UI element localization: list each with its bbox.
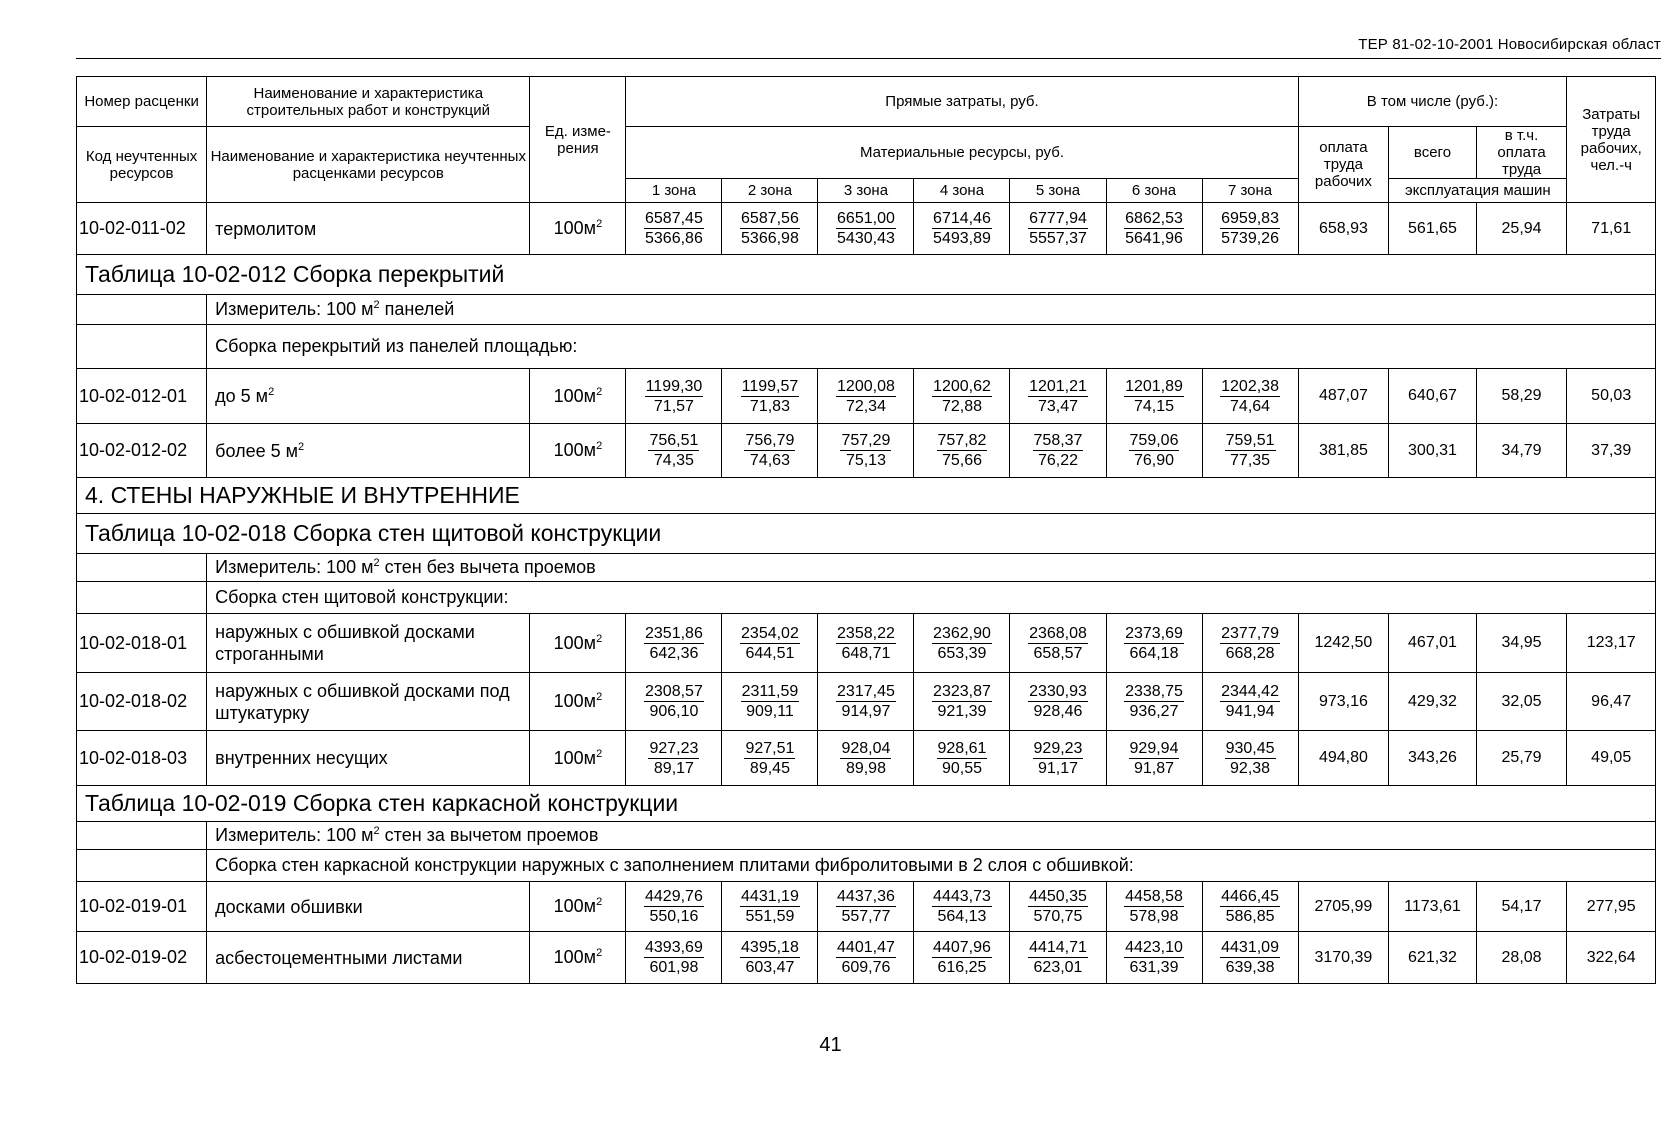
- zone-header: 4 зона: [914, 179, 1010, 203]
- machines-total-value: 621,32: [1389, 932, 1476, 984]
- running-head: ТЕР 81-02-10-2001 Новосибирская област: [1358, 36, 1661, 53]
- rate-code: 10-02-011-02: [77, 203, 207, 255]
- machines-total-value: 467,01: [1389, 614, 1476, 673]
- zone-cost-cell: [722, 614, 818, 673]
- zone-header: 2 зона: [722, 179, 818, 203]
- zone-header: 6 зона: [1106, 179, 1202, 203]
- rate-name: внутренних несущих: [207, 731, 530, 786]
- zone-cost-cell: [1106, 882, 1202, 932]
- labor-hours-value: 123,17: [1567, 614, 1656, 673]
- zone-cost-cell: [1106, 932, 1202, 984]
- zone-cost-cell: [1106, 614, 1202, 673]
- labor-pay-value: 381,85: [1298, 424, 1389, 478]
- material-cost-value: 653,39: [937, 644, 987, 662]
- direct-cost-value: 2323,87: [933, 683, 991, 700]
- material-cost-value: 909,11: [746, 703, 794, 720]
- labor-hours-value: 96,47: [1567, 673, 1656, 731]
- direct-cost-value: 4423,10: [1125, 939, 1183, 956]
- group-label: Сборка стен каркасной конструкции наружных с заполнением плитами фибролитовыми в 2 слоя с обшивкой:: [207, 850, 1656, 882]
- col-labor-hours-header: Затраты труда рабочих, чел.-ч: [1567, 77, 1656, 203]
- labor-hours-value: 49,05: [1567, 731, 1656, 786]
- direct-cost-value: 1201,89: [1125, 377, 1183, 395]
- rate-name: наружных с обшивкой досками под штукатурку: [207, 673, 530, 731]
- col-name-header: Наименование и характеристика строительных работ и конструкций: [207, 77, 530, 127]
- material-cost-value: 668,28: [1225, 644, 1275, 662]
- material-cost-value: 928,46: [1033, 703, 1083, 720]
- machines-total-value: 343,26: [1389, 731, 1476, 786]
- machines-labor-value: 28,08: [1476, 932, 1567, 984]
- zone-cost-cell: [1010, 932, 1106, 984]
- zone-cost-cell: [1106, 424, 1202, 478]
- material-cost-value: 5739,26: [1221, 230, 1279, 247]
- machines-labor-value: 34,79: [1476, 424, 1567, 478]
- direct-cost-value: 759,51: [1225, 432, 1275, 449]
- direct-cost-value: 1200,62: [933, 377, 991, 395]
- table-row: [77, 932, 1656, 984]
- direct-cost-value: 927,23: [649, 739, 699, 757]
- zone-cost-cell: [1202, 424, 1298, 478]
- direct-cost-value: 1200,08: [837, 377, 895, 395]
- zone-cost-cell: [722, 731, 818, 786]
- direct-cost-value: 756,79: [745, 432, 795, 449]
- direct-cost-value: 4466,45: [1221, 888, 1279, 905]
- material-cost-value: 77,35: [1230, 452, 1271, 469]
- zone-cost-cell: [818, 673, 914, 731]
- zone-cost-cell: [1010, 203, 1106, 255]
- zone-cost-cell: [818, 731, 914, 786]
- zone-cost-cell: [626, 673, 722, 731]
- material-cost-value: 92,38: [1230, 759, 1271, 777]
- labor-pay-value: 487,07: [1298, 369, 1389, 424]
- labor-hours-value: 50,03: [1567, 369, 1656, 424]
- material-cost-value: 89,98: [845, 759, 886, 777]
- direct-cost-value: 927,51: [745, 739, 795, 757]
- direct-cost-value: 6777,94: [1029, 210, 1087, 227]
- zone-cost-cell: [914, 424, 1010, 478]
- rate-name: термолитом: [207, 203, 530, 255]
- direct-cost-value: 6714,46: [933, 210, 991, 227]
- zone-cost-cell: [818, 203, 914, 255]
- zone-cost-cell: [818, 932, 914, 984]
- machines-total-value: 561,65: [1389, 203, 1476, 255]
- machines-labor-value: 34,95: [1476, 614, 1567, 673]
- material-cost-value: 603,47: [745, 959, 795, 976]
- zone-cost-cell: [1202, 203, 1298, 255]
- direct-cost-value: 2308,57: [645, 683, 703, 700]
- material-cost-value: 550,16: [649, 908, 699, 925]
- zone-cost-cell: [1010, 731, 1106, 786]
- zone-cost-cell: [722, 932, 818, 984]
- zone-cost-cell: [1010, 882, 1106, 932]
- material-cost-value: 71,83: [749, 397, 790, 415]
- direct-cost-value: 2373,69: [1125, 624, 1183, 642]
- zone-cost-cell: [626, 203, 722, 255]
- material-cost-value: 586,85: [1225, 908, 1275, 925]
- direct-cost-value: 1199,57: [741, 377, 799, 395]
- direct-cost-value: 4431,09: [1221, 939, 1279, 956]
- direct-cost-value: 4450,35: [1029, 888, 1087, 905]
- material-cost-value: 74,35: [653, 452, 694, 469]
- direct-cost-value: 2351,86: [645, 624, 703, 642]
- direct-cost-value: 756,51: [649, 432, 699, 449]
- material-cost-value: 644,51: [745, 644, 795, 662]
- zone-cost-cell: [914, 932, 1010, 984]
- material-cost-value: 5557,37: [1029, 230, 1087, 247]
- material-cost-value: 71,57: [653, 397, 694, 415]
- direct-cost-value: 6587,45: [645, 210, 703, 227]
- header-rule: [76, 58, 1661, 59]
- material-cost-value: 642,36: [649, 644, 699, 662]
- material-cost-value: 936,27: [1129, 703, 1179, 720]
- zone-cost-cell: [722, 369, 818, 424]
- zone-cost-cell: [1010, 673, 1106, 731]
- zone-cost-cell: [1106, 673, 1202, 731]
- col-materials-header: Материальные ресурсы, руб.: [626, 127, 1298, 179]
- table-row: [77, 203, 1656, 255]
- material-cost-value: 72,34: [845, 397, 886, 415]
- direct-cost-value: 4401,47: [837, 939, 895, 956]
- zone-cost-cell: [914, 673, 1010, 731]
- material-cost-value: 914,97: [841, 703, 891, 720]
- zone-cost-cell: [1202, 731, 1298, 786]
- direct-cost-value: 2317,45: [837, 683, 895, 700]
- rate-name: до 5 $м^2$: [207, 369, 530, 424]
- material-cost-value: 664,18: [1129, 644, 1179, 662]
- direct-cost-value: 4431,19: [741, 888, 799, 905]
- machines-labor-value: 32,05: [1476, 673, 1567, 731]
- zone-cost-cell: [626, 614, 722, 673]
- material-cost-value: 74,15: [1133, 397, 1175, 415]
- machines-labor-value: 54,17: [1476, 882, 1567, 932]
- direct-cost-value: 757,29: [841, 432, 891, 449]
- zone-cost-cell: [722, 882, 818, 932]
- direct-cost-value: 4443,73: [933, 888, 991, 905]
- direct-cost-value: 929,23: [1033, 739, 1083, 757]
- material-cost-value: 906,10: [649, 703, 699, 720]
- zone-cost-cell: [914, 203, 1010, 255]
- machines-total-value: 640,67: [1389, 369, 1476, 424]
- rate-code: 10-02-019-01: [77, 882, 207, 932]
- unit-cell: $100м^2$: [530, 673, 626, 731]
- zone-cost-cell: [722, 673, 818, 731]
- direct-cost-value: 758,37: [1033, 432, 1083, 449]
- material-cost-value: 623,01: [1033, 959, 1083, 976]
- material-cost-value: 5430,43: [837, 230, 895, 247]
- direct-cost-value: 1202,38: [1221, 377, 1279, 395]
- material-cost-value: 73,47: [1037, 397, 1079, 415]
- rate-name: более 5 $м^2$: [207, 424, 530, 478]
- material-cost-value: 570,75: [1033, 908, 1083, 925]
- rate-code: 10-02-012-01: [77, 369, 207, 424]
- labor-pay-value: 658,93: [1298, 203, 1389, 255]
- labor-pay-value: 3170,39: [1298, 932, 1389, 984]
- machines-labor-value: 25,79: [1476, 731, 1567, 786]
- direct-cost-value: 2377,79: [1221, 624, 1279, 642]
- direct-cost-value: 757,82: [937, 432, 987, 449]
- unit-cell: $100м^2$: [530, 731, 626, 786]
- labor-hours-value: 71,61: [1567, 203, 1656, 255]
- rate-code: 10-02-018-03: [77, 731, 207, 786]
- direct-cost-value: 2354,02: [741, 624, 799, 642]
- material-cost-value: 91,17: [1037, 759, 1079, 777]
- material-cost-value: 551,59: [745, 908, 795, 925]
- direct-cost-value: 2344,42: [1221, 683, 1279, 700]
- zone-cost-cell: [626, 369, 722, 424]
- labor-hours-value: 37,39: [1567, 424, 1656, 478]
- material-cost-value: 639,38: [1225, 959, 1275, 976]
- material-cost-value: 76,22: [1037, 452, 1079, 469]
- material-cost-value: 74,63: [749, 452, 790, 469]
- zone-cost-cell: [626, 731, 722, 786]
- zone-cost-cell: [914, 731, 1010, 786]
- group-label: Сборка перекрытий из панелей площадью:: [207, 325, 1656, 369]
- table-row: [77, 369, 1656, 424]
- material-cost-value: 5493,89: [933, 230, 991, 247]
- group-label: Сборка стен щитовой конструкции:: [207, 582, 1656, 614]
- material-cost-value: 631,39: [1129, 959, 1179, 976]
- material-cost-value: 5641,96: [1125, 230, 1183, 247]
- zone-cost-cell: [626, 424, 722, 478]
- direct-cost-value: 6959,83: [1221, 210, 1279, 227]
- table-row: [77, 882, 1656, 932]
- material-cost-value: 72,88: [941, 397, 982, 415]
- col-machines-total-header: всего: [1389, 127, 1476, 179]
- direct-cost-value: 4393,69: [645, 939, 703, 956]
- direct-cost-value: 929,94: [1129, 739, 1179, 757]
- direct-cost-value: 6651,00: [837, 210, 895, 227]
- measure-label: Измеритель: 100 $м^2$ панелей: [207, 295, 1656, 325]
- direct-cost-value: 4458,58: [1125, 888, 1183, 905]
- table-title: Таблица 10-02-012 Сборка перекрытий: [77, 255, 1656, 295]
- zone-cost-cell: [1010, 614, 1106, 673]
- direct-cost-value: 2362,90: [933, 624, 991, 642]
- material-cost-value: 557,77: [841, 908, 891, 925]
- unit-cell: $100м^2$: [530, 614, 626, 673]
- col-unit-header: Ед. изме-рения: [530, 77, 626, 203]
- zone-header: 1 зона: [626, 179, 722, 203]
- material-cost-value: 648,71: [841, 644, 891, 662]
- direct-cost-value: 6587,56: [741, 210, 799, 227]
- rate-name: наружных с обшивкой досками строганными: [207, 614, 530, 673]
- machines-labor-value: 58,29: [1476, 369, 1567, 424]
- unit-cell: $100м^2$: [530, 932, 626, 984]
- material-cost-value: 75,13: [845, 452, 886, 469]
- machines-total-value: 300,31: [1389, 424, 1476, 478]
- table-title: Таблица 10-02-018 Сборка стен щитовой конструкции: [77, 514, 1656, 554]
- rate-code: 10-02-018-01: [77, 614, 207, 673]
- direct-cost-value: 4414,71: [1029, 939, 1087, 956]
- table-title: Таблица 10-02-019 Сборка стен каркасной конструкции: [77, 786, 1656, 822]
- section-title: 4. СТЕНЫ НАРУЖНЫЕ И ВНУТРЕННИЕ: [77, 478, 1656, 514]
- direct-cost-value: 2338,75: [1125, 683, 1183, 700]
- zone-cost-cell: [914, 369, 1010, 424]
- zone-header: 5 зона: [1010, 179, 1106, 203]
- zone-cost-cell: [1010, 369, 1106, 424]
- table-row: [77, 424, 1656, 478]
- direct-cost-value: 4437,36: [837, 888, 895, 905]
- direct-cost-value: 4407,96: [933, 939, 991, 956]
- direct-cost-value: 2311,59: [741, 683, 799, 700]
- measure-label: Измеритель: 100 $м^2$ стен без вычета проемов: [207, 554, 1656, 582]
- material-cost-value: 76,90: [1133, 452, 1175, 469]
- zone-cost-cell: [914, 882, 1010, 932]
- machines-total-value: 1173,61: [1389, 882, 1476, 932]
- col-name-unaccounted-header: Наименование и характеристика неучтенных расценками ресурсов: [207, 127, 530, 203]
- material-cost-value: 75,66: [941, 452, 982, 469]
- unit-cell: $100м^2$: [530, 424, 626, 478]
- zone-cost-cell: [722, 424, 818, 478]
- col-including-header: В том числе (руб.):: [1298, 77, 1567, 127]
- zone-header: 3 зона: [818, 179, 914, 203]
- rates-table: [76, 76, 1656, 984]
- direct-cost-value: 6862,53: [1125, 210, 1183, 227]
- col-machines-header: эксплуатация машин: [1389, 179, 1567, 203]
- labor-pay-value: 973,16: [1298, 673, 1389, 731]
- direct-cost-value: 928,04: [841, 739, 891, 757]
- direct-cost-value: 4395,18: [741, 939, 799, 956]
- zone-cost-cell: [818, 614, 914, 673]
- zone-cost-cell: [722, 203, 818, 255]
- table-row: [77, 673, 1656, 731]
- material-cost-value: 601,98: [649, 959, 699, 976]
- col-code-unaccounted-header: Код неучтенных ресурсов: [77, 127, 207, 203]
- zone-cost-cell: [1202, 882, 1298, 932]
- rate-name: асбестоцементными листами: [207, 932, 530, 984]
- material-cost-value: 921,39: [937, 703, 987, 720]
- unit-cell: $100м^2$: [530, 203, 626, 255]
- direct-cost-value: 4429,76: [645, 888, 703, 905]
- zone-header: 7 зона: [1202, 179, 1298, 203]
- material-cost-value: 91,87: [1133, 759, 1175, 777]
- machines-labor-value: 25,94: [1476, 203, 1567, 255]
- material-cost-value: 5366,98: [741, 230, 799, 247]
- labor-hours-value: 277,95: [1567, 882, 1656, 932]
- rate-code: 10-02-019-02: [77, 932, 207, 984]
- col-machines-labor-header: в т.ч. оплата труда: [1476, 127, 1567, 179]
- direct-cost-value: 2368,08: [1029, 624, 1087, 642]
- unit-cell: $100м^2$: [530, 369, 626, 424]
- unit-cell: $100м^2$: [530, 882, 626, 932]
- zone-cost-cell: [818, 424, 914, 478]
- direct-cost-value: 1201,21: [1029, 377, 1087, 395]
- col-labor-pay-header: оплата труда рабочих: [1298, 127, 1389, 203]
- zone-cost-cell: [626, 932, 722, 984]
- material-cost-value: 941,94: [1225, 703, 1275, 720]
- labor-pay-value: 1242,50: [1298, 614, 1389, 673]
- labor-pay-value: 2705,99: [1298, 882, 1389, 932]
- table-row: [77, 614, 1656, 673]
- zone-cost-cell: [1202, 369, 1298, 424]
- zone-cost-cell: [818, 882, 914, 932]
- material-cost-value: 658,57: [1033, 644, 1083, 662]
- zone-cost-cell: [914, 614, 1010, 673]
- material-cost-value: 89,45: [749, 759, 790, 777]
- material-cost-value: 616,25: [937, 959, 987, 976]
- material-cost-value: 5366,86: [645, 230, 703, 247]
- page-number: 41: [819, 1034, 842, 1056]
- zone-cost-cell: [1010, 424, 1106, 478]
- col-code-header: Номер расценки: [77, 77, 207, 127]
- col-direct-costs-header: Прямые затраты, руб.: [626, 77, 1298, 127]
- direct-cost-value: 930,45: [1225, 739, 1275, 757]
- zone-cost-cell: [1202, 673, 1298, 731]
- rate-name: досками обшивки: [207, 882, 530, 932]
- direct-cost-value: 2358,22: [837, 624, 895, 642]
- labor-hours-value: 322,64: [1567, 932, 1656, 984]
- zone-cost-cell: [818, 369, 914, 424]
- measure-label: Измеритель: 100 $м^2$ стен за вычетом проемов: [207, 822, 1656, 850]
- material-cost-value: 89,17: [653, 759, 694, 777]
- table-row: [77, 731, 1656, 786]
- material-cost-value: 578,98: [1129, 908, 1179, 925]
- zone-cost-cell: [626, 882, 722, 932]
- zone-cost-cell: [1106, 731, 1202, 786]
- zone-cost-cell: [1202, 932, 1298, 984]
- rate-code: 10-02-018-02: [77, 673, 207, 731]
- zone-cost-cell: [1106, 369, 1202, 424]
- direct-cost-value: 1199,30: [645, 377, 703, 395]
- direct-cost-value: 928,61: [937, 739, 987, 757]
- material-cost-value: 90,55: [941, 759, 982, 777]
- rate-code: 10-02-012-02: [77, 424, 207, 478]
- zone-cost-cell: [1106, 203, 1202, 255]
- material-cost-value: 564,13: [937, 908, 987, 925]
- material-cost-value: 74,64: [1230, 397, 1271, 415]
- direct-cost-value: 759,06: [1129, 432, 1179, 449]
- machines-total-value: 429,32: [1389, 673, 1476, 731]
- zone-cost-cell: [1202, 614, 1298, 673]
- material-cost-value: 609,76: [841, 959, 891, 976]
- labor-pay-value: 494,80: [1298, 731, 1389, 786]
- direct-cost-value: 2330,93: [1029, 683, 1087, 700]
